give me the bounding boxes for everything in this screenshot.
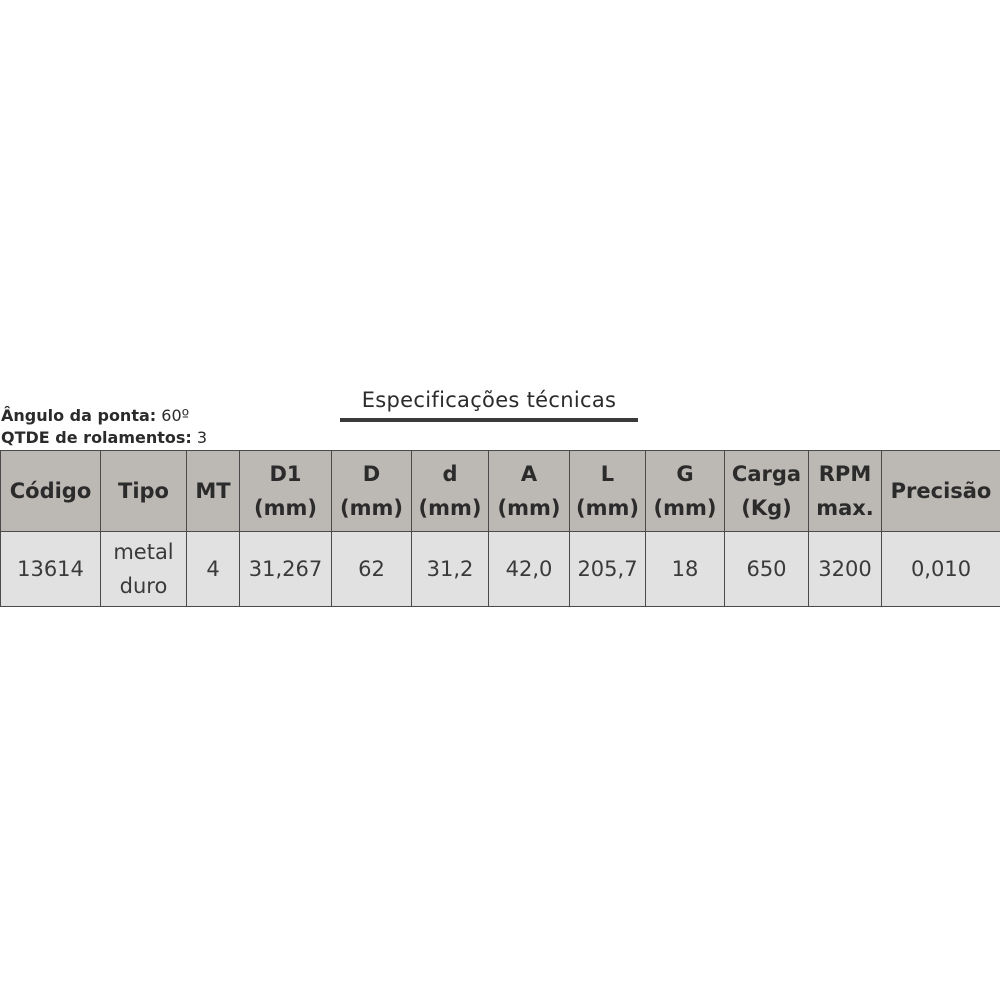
bearings-label: QTDE de rolamentos: xyxy=(1,428,192,447)
spec-table xyxy=(0,450,1000,607)
table-row xyxy=(1,532,1000,607)
header-codigo: Código xyxy=(1,451,101,532)
header-tipo: Tipo xyxy=(101,451,187,532)
header-d-small: d (mm) xyxy=(412,451,489,532)
angle-value: 60º xyxy=(161,406,190,425)
header-carga: Carga (Kg) xyxy=(725,451,809,532)
header-precisao: Precisão xyxy=(882,451,1000,532)
angle-label: Ângulo da ponta: xyxy=(1,406,157,425)
cell-l: 205,7 xyxy=(570,532,646,607)
cell-a: 42,0 xyxy=(489,532,570,607)
cell-codigo: 13614 xyxy=(1,532,101,607)
cell-tipo: metal duro xyxy=(101,532,187,607)
title-underline xyxy=(340,418,638,422)
angle-info xyxy=(1,406,189,426)
cell-precisao: 0,010 xyxy=(882,532,1000,607)
header-d: D (mm) xyxy=(332,451,412,532)
cell-mt: 4 xyxy=(187,532,240,607)
header-d1: D1 (mm) xyxy=(240,451,332,532)
table-header-row xyxy=(1,451,1000,532)
cell-rpm: 3200 xyxy=(809,532,882,607)
header-l: L (mm) xyxy=(570,451,646,532)
section-title: Especificações técnicas xyxy=(361,388,617,412)
cell-g: 18 xyxy=(646,532,725,607)
bearings-value: 3 xyxy=(196,428,208,447)
cell-d: 62 xyxy=(332,532,412,607)
header-mt: MT xyxy=(187,451,240,532)
header-g: G (mm) xyxy=(646,451,725,532)
header-a: A (mm) xyxy=(489,451,570,532)
cell-carga: 650 xyxy=(725,532,809,607)
cell-d1: 31,267 xyxy=(240,532,332,607)
header-rpm: RPM max. xyxy=(809,451,882,532)
cell-d-small: 31,2 xyxy=(412,532,489,607)
bearings-info xyxy=(1,428,207,448)
